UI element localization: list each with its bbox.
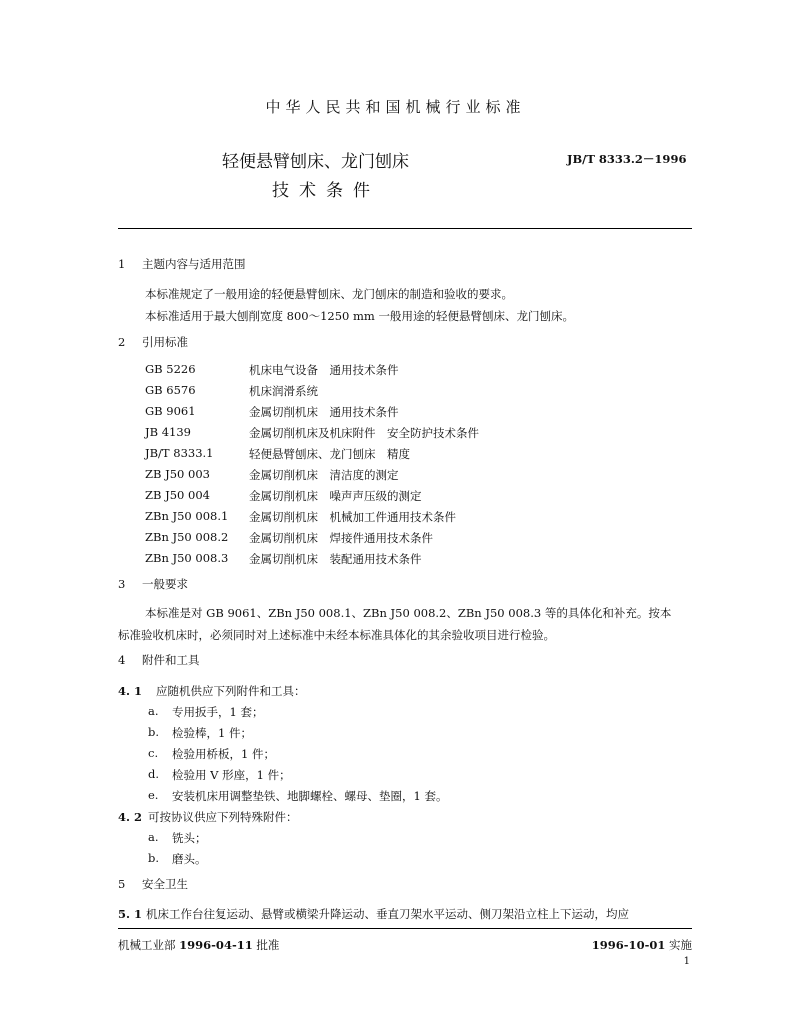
reference-title: 金属切削机床 清洁度的测定 bbox=[249, 468, 399, 482]
standard-number: JB/T 8333.2－1996 bbox=[567, 152, 687, 166]
list-item-letter: d. bbox=[148, 767, 160, 781]
reference-code: GB 6576 bbox=[145, 383, 196, 397]
approve-date: 1996-04-11 bbox=[179, 938, 253, 952]
list-item-letter: b. bbox=[148, 725, 160, 739]
section-4-heading bbox=[118, 652, 200, 668]
issuer: 机械工业部 bbox=[118, 938, 176, 952]
effective-date: 1996-10-01 bbox=[591, 938, 666, 952]
clause-number: 4. 2 bbox=[118, 810, 143, 824]
clause-number: 5. 1 bbox=[118, 907, 143, 921]
reference-title: 金属切削机床 噪声声压级的测定 bbox=[249, 489, 422, 503]
section-title: 引用标准 bbox=[142, 335, 188, 349]
list-item-text: 检验棒，1 件； bbox=[172, 726, 252, 740]
footer-effective bbox=[592, 937, 692, 953]
section-number: 5 bbox=[118, 877, 126, 891]
section-3-heading bbox=[118, 576, 188, 592]
document-title-line1: 轻便悬臂刨床、龙门刨床 bbox=[222, 152, 409, 172]
list-item-text: 专用扳手，1 套； bbox=[172, 705, 264, 719]
footer-approval bbox=[118, 937, 279, 953]
section-2-heading bbox=[118, 334, 188, 350]
reference-title: 金属切削机床 装配通用技术条件 bbox=[249, 552, 422, 566]
list-item-letter: c. bbox=[148, 746, 159, 760]
list-item-text: 检验用桥板，1 件； bbox=[172, 747, 275, 761]
section-title: 主题内容与适用范围 bbox=[142, 257, 246, 271]
clause-4-2 bbox=[118, 809, 298, 825]
approve-label: 批准 bbox=[256, 938, 280, 952]
section-1-paragraph-2: 本标准适用于最大刨削宽度 800～1250 mm 一般用途的轻便悬臂刨床、龙门刨床。 bbox=[145, 309, 574, 323]
list-item-text: 安装机床用调整垫铁、地脚螺栓、螺母、垫圈，1 套。 bbox=[172, 789, 448, 803]
section-title: 附件和工具 bbox=[142, 653, 200, 667]
reference-code: JB/T 8333.1 bbox=[145, 446, 214, 460]
title-divider bbox=[118, 228, 692, 229]
reference-code: GB 5226 bbox=[145, 362, 196, 376]
clause-4-1 bbox=[118, 683, 306, 699]
section-number: 3 bbox=[118, 577, 126, 591]
clause-text: 机床工作台往复运动、悬臂或横梁升降运动、垂直刀架水平运动、侧刀架沿立柱上下运动，均应 bbox=[146, 907, 629, 921]
reference-title: 金属切削机床 机械加工件通用技术条件 bbox=[249, 510, 456, 524]
clause-text: 应随机供应下列附件和工具： bbox=[156, 684, 306, 698]
clause-5-1 bbox=[118, 906, 629, 922]
document-title-line2: 技术条件 bbox=[272, 181, 380, 201]
reference-code: ZB J50 003 bbox=[145, 467, 210, 481]
section-title: 一般要求 bbox=[142, 577, 188, 591]
list-item-text: 检验用 V 形座，1 件； bbox=[172, 768, 291, 782]
section-5-heading bbox=[118, 876, 188, 892]
section-3-paragraph-line2: 标准验收机床时，必须同时对上述标准中未经本标准具体化的其余验收项目进行检验。 bbox=[118, 628, 555, 642]
list-item-letter: b. bbox=[148, 851, 160, 865]
section-3-paragraph-line1: 本标准是对 GB 9061、ZBn J50 008.1、ZBn J50 008.2、ZBn J50 008.3 等的具体化和补充。按本 bbox=[145, 606, 672, 620]
reference-title: 金属切削机床 焊接件通用技术条件 bbox=[249, 531, 433, 545]
reference-title: 轻便悬臂刨床、龙门刨床 精度 bbox=[249, 447, 410, 461]
footer-divider bbox=[118, 928, 692, 929]
list-item-text: 磨头。 bbox=[172, 852, 207, 866]
reference-title: 机床润滑系统 bbox=[249, 384, 318, 398]
reference-title: 机床电气设备 通用技术条件 bbox=[249, 363, 399, 377]
list-item-letter: e. bbox=[148, 788, 159, 802]
clause-number: 4. 1 bbox=[118, 684, 143, 698]
section-title: 安全卫生 bbox=[142, 877, 188, 891]
standard-category-header: 中华人民共和国机械行业标准 bbox=[265, 98, 526, 116]
section-number: 4 bbox=[118, 653, 126, 667]
list-item-text: 铣头； bbox=[172, 831, 207, 845]
reference-code: JB 4139 bbox=[145, 425, 191, 439]
section-number: 1 bbox=[118, 257, 126, 271]
clause-text: 可按协议供应下列特殊附件： bbox=[148, 810, 298, 824]
reference-code: ZBn J50 008.1 bbox=[145, 509, 229, 523]
reference-code: ZBn J50 008.3 bbox=[145, 551, 229, 565]
list-item-letter: a. bbox=[148, 830, 159, 844]
page-number: 1 bbox=[683, 956, 690, 967]
reference-code: ZB J50 004 bbox=[145, 488, 210, 502]
list-item-letter: a. bbox=[148, 704, 159, 718]
reference-code: ZBn J50 008.2 bbox=[145, 530, 229, 544]
section-number: 2 bbox=[118, 335, 126, 349]
reference-title: 金属切削机床及机床附件 安全防护技术条件 bbox=[249, 426, 479, 440]
reference-title: 金属切削机床 通用技术条件 bbox=[249, 405, 399, 419]
effective-label: 实施 bbox=[669, 938, 692, 952]
reference-code: GB 9061 bbox=[145, 404, 196, 418]
section-1-paragraph-1: 本标准规定了一般用途的轻便悬臂刨床、龙门刨床的制造和验收的要求。 bbox=[145, 287, 513, 301]
section-1-heading bbox=[118, 256, 246, 272]
